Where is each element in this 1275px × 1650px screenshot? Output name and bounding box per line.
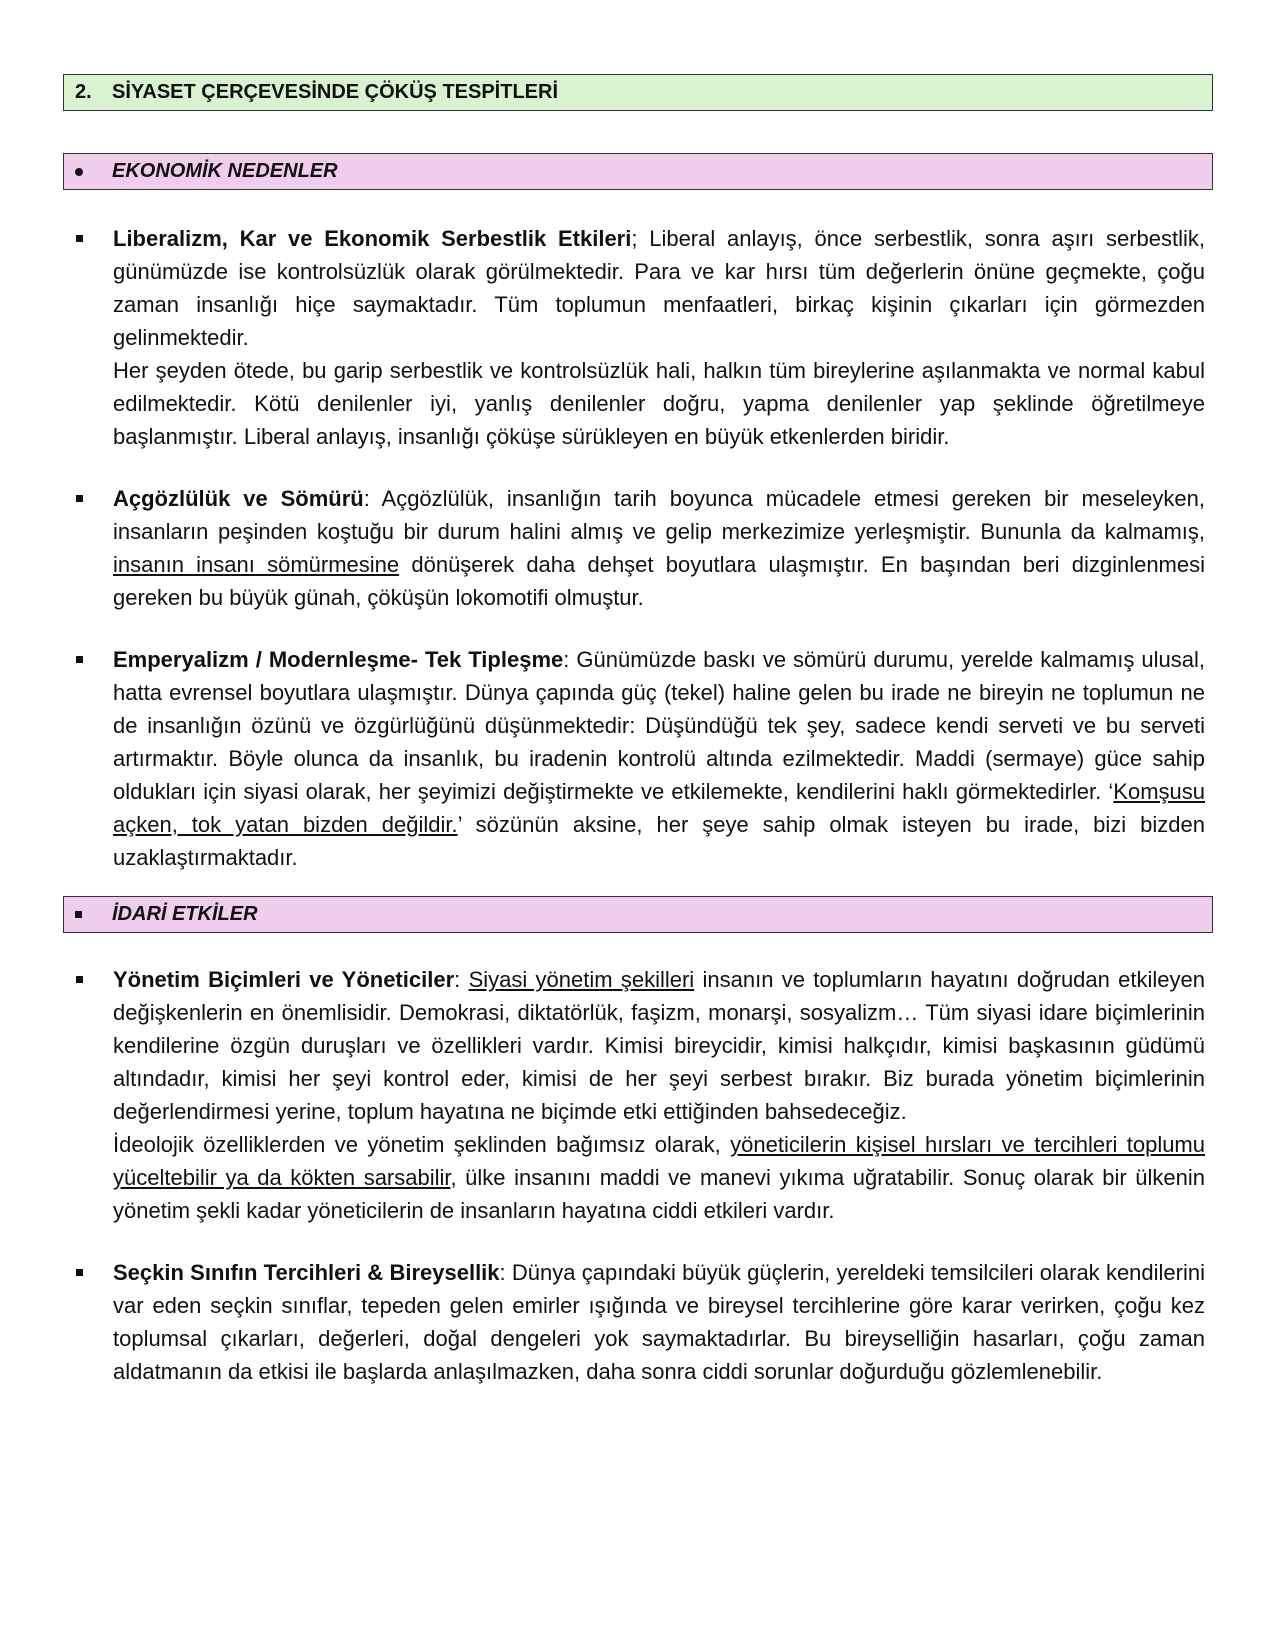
subsection-label: EKONOMİK NEDENLER xyxy=(112,160,338,182)
section-title: SİYASET ÇERÇEVESİNDE ÇÖKÜŞ TESPİTLERİ xyxy=(112,81,559,103)
paragraph: Seçkin Sınıfın Tercihleri & Bireysellik: Dünya çapındaki büyük güçlerin, yereldeki temsilcileri olarak kendilerini var eden seçkin sınıflar, tepeden gelen emirler ışığında ve bireysel tercihlerine göre karar verirken, çoğu kez toplumsal çıkarları, değerleri, doğal dengeleri yok saymaktadırlar. Bu bireyselliğin hasarları, çoğu zaman aldatmanın da etkisi ile başlarda anlaşılmazken, daha sonra ciddi sorunlar doğurduğu gözlemlenebilir. xyxy=(113,1260,1205,1384)
subsection-heading-economic xyxy=(63,153,1213,190)
square-bullet-icon xyxy=(63,1256,113,1388)
section-number: 2. xyxy=(75,81,92,103)
square-bullet-icon xyxy=(63,482,113,614)
subsection-heading-administrative xyxy=(63,896,1213,933)
paragraph: Yönetim Biçimleri ve Yöneticiler: Siyasi yönetim şekilleri insanın ve toplumların hayatını doğrudan etkileyen değişkenlerin en önemlisidir. Demokrasi, diktatörlük, faşizm, monarşi, sosyalizm… Tüm siyasi idare biçimlerinin kendilerine özgün duruşları ve özellikleri vardır. Kimisi bireycidir, kimisi halkçıdır, kimisi başkasının güdümü altındadır, kimisi her şeyi kontrol eder, kimisi de her şeyi serbest bırakır. Biz burada yönetim biçimlerinin değerlendirmesi yerine, toplum hayatına ne biçimde etki ettiğinden bahsedeceğiz. xyxy=(113,967,1206,1124)
item-title: Liberalizm, Kar ve Ekonomik Serbestlik Etkileri xyxy=(113,226,632,251)
paragraph: Her şeyden ötede, bu garip serbestlik ve kontrolsüzlük hali, halkın tüm bireylerine aşılanmakta ve normal kabul edilmektedir. Kötü denilenler iyi, yanlış denilenler doğru, yapma denilenler yap şeklinde öğretilmeye başlanmıştır. Liberal anlayış, insanlığı çöküşe sürükleyen en büyük etkenlerden biridir. xyxy=(113,358,1205,449)
paragraph: Açgözlülük ve Sömürü: Açgözlülük, insanlığın tarih boyunca mücadele etmesi gereken bir meseleyken, insanların peşinden koştuğu bir durum halini almış ve gelip merkezimize yerleşmiştir. Bununla da kalmamış, insanın insanı sömürmesine dönüşerek daha dehşet boyutlara ulaşmıştır. En başından beri dizginlenmesi gereken bu büyük günah, çöküşün lokomotifi olmuştur. xyxy=(113,486,1205,610)
list-item-liberalism xyxy=(63,222,1213,453)
paragraph: Liberalizm, Kar ve Ekonomik Serbestlik Etkileri; Liberal anlayış, önce serbestlik, sonra aşırı serbestlik, günümüzde ise kontrolsüzlük olarak görülmektedir. Para ve kar hırsı tüm değerlerin önüne geçmekte, çoğu zaman insanlığı hiçe saymaktadır. Tüm toplumun menfaatleri, birkaç kişinin çıkarları için görmezden gelinmektedir. xyxy=(113,226,1205,350)
item-title: Yönetim Biçimleri ve Yöneticiler xyxy=(113,967,455,992)
paragraph: Emperyalizm / Modernleşme- Tek Tipleşme: Günümüzde baskı ve sömürü durumu, yerelde kalmamış ulusal, hatta evrensel boyutlara ulaşmıştır. Dünya çapında güç (tekel) haline gelen bu irade ne bireyin ne toplumun ne de insanlığın özünü ve özgürlüğünü düşünmektedir: Düşündüğü tek şey, sadece kendi serveti ve bu serveti artırmaktır. Böyle olunca da insanlık, bu iradenin kontrolü altında ezilmektedir. Maddi (sermaye) güce sahip oldukları için siyasi olarak, her şeyimizi değiştirmekte ve etkilemekte, kendilerini haklı görmektedirler. ‘Komşusu açken, tok yatan bizden değildir.’ sözünün aksine, her şeye sahip olmak isteyen bu irade, bizi bizden uzaklaştırmaktadır. xyxy=(113,647,1205,870)
item-title: Seçkin Sınıfın Tercihleri & Bireysellik xyxy=(113,1260,500,1285)
list-item-greed xyxy=(63,482,1213,614)
round-bullet-icon xyxy=(75,168,112,176)
square-bullet-icon xyxy=(75,911,112,918)
list-item-imperialism xyxy=(63,643,1213,874)
list-item-governance xyxy=(63,963,1213,1227)
item-title: Açgözlülük ve Sömürü xyxy=(113,486,364,511)
underlined-phrase: yöneticilerin kişisel hırsları ve tercihleri toplumu yüceltebilir ya da kökten sarsabilir xyxy=(113,1132,1205,1190)
square-bullet-icon xyxy=(63,222,113,453)
document-page xyxy=(63,74,1213,1388)
square-bullet-icon xyxy=(63,643,113,874)
underlined-phrase: Siyasi yönetim şekilleri xyxy=(468,967,695,992)
subsection-label: İDARİ ETKİLER xyxy=(112,903,258,925)
underlined-phrase: insanın insanı sömürmesine xyxy=(113,552,400,577)
item-title: Emperyalizm / Modernleşme- Tek Tipleşme xyxy=(113,647,564,672)
list-item-elite xyxy=(63,1256,1213,1388)
paragraph: İdeolojik özelliklerden ve yönetim şeklinden bağımsız olarak, yöneticilerin kişisel hırsları ve tercihleri toplumu yüceltebilir ya da kökten sarsabilir, ülke insanını maddi ve manevi yıkıma uğratabilir. Sonuç olarak bir ülkenin yönetim şekli kadar yöneticilerin de insanların hayatına ciddi etkileri vardır. xyxy=(113,1132,1205,1223)
underlined-phrase: Komşusu açken, tok yatan bizden değildir. xyxy=(113,779,1205,837)
section-heading xyxy=(63,74,1213,111)
square-bullet-icon xyxy=(63,963,113,1227)
